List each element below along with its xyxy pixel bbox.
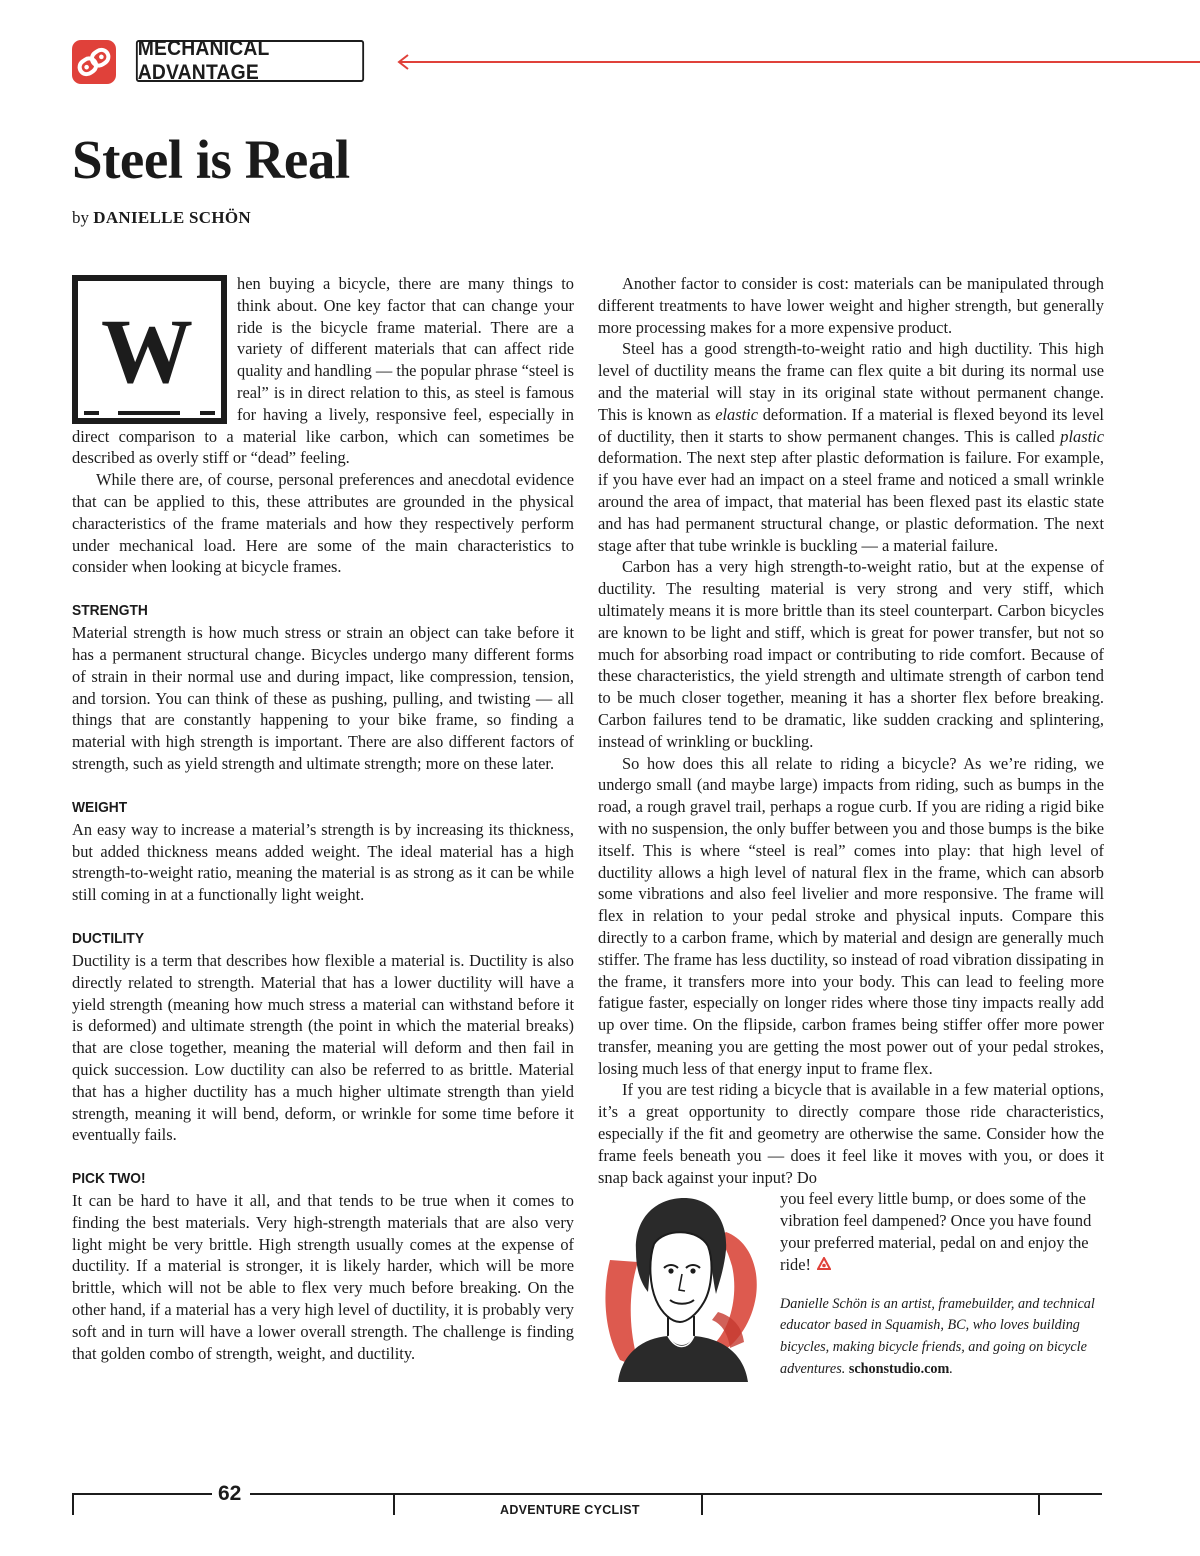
ductility-heading: DUCTILITY [72,929,145,947]
author-portrait [598,1192,780,1382]
section-label: MECHANICAL ADVANTAGE [136,40,364,82]
cost-paragraph: Another factor to consider is cost: materials can be manipulated through different treatments to have lower weight and higher strength, but generally more processing makes for a more expensive product. [598,274,1104,337]
strength-heading: STRENGTH [72,602,148,620]
bike-chain-icon [72,40,116,84]
carbon-paragraph: Carbon has a very high strength-to-weight ratio, but at the expense of ductility. The resulting material is very strong and very stiff, which ultimately means it is more brittle than its steel counterpart. Carbon bicycles are known to be light and stiff, which is great for power transfer, but not so much for absorbing road impact or contributing to ride comfort. Because of these characteristics, the yield strength and ultimate strength of carbon tend to be much closer together, meaning it has a shorter flex before breaking. Carbon failures tend to be dramatic, like sudden cracking and splintering, instead of wrinkling or buckling. [598,557,1104,751]
footer-rule-right [250,1493,1102,1495]
pick-two-paragraph: It can be hard to have it all, and that tends to be true when it comes to finding the best materials. Very high-strength materials that are also very light might be very brittle. High strength usually comes at the expense of ductility. If a material is stronger, it is likely harder, which will be more brittle, which will not be able to flex very much before breaking. On the other hand, if a material has a very high level of ductility, it is probably very soft and in turn will have a lower overall strength. The challenge is finding that golden combo of strength, weight, and ductility. [72,1191,574,1363]
article-title: Steel is Real [72,129,350,190]
author-portrait-illustration [598,1192,780,1382]
test-ride-paragraph-start: If you are test riding a bicycle that is available in a few material options, it’s a great opportunity to directly compare those ride characteristics, especially if the fit and geometry are otherwise the same. Consider how the frame feels beneath you — does it feel like it moves with you, or does it snap back against your input? Do [598,1080,1104,1187]
strength-paragraph: Material strength is how much stress or strain an object can take before it has a permanent structural change. Bicycles undergo many different forms of strain in their normal use and during impact, like compression, tension, and torsion. You can think of these as pushing, pulling, and twisting — all things that are constantly happening to your bike frame, so finding a material with high strength is important. There are also different factors of strength, such as yield strength and ultimate strength; more on these later. [72,623,574,773]
page-number: 62 [218,1482,242,1505]
footer-rule-left [72,1493,212,1495]
intro-paragraph-1: hen buying a bicycle, there are many things to think about. One key factor that can change your ride is the bicycle frame material. There are a variety of different materials that can affect ride quality and handling — the popular phrase “steel is real” is in direct relation to this, as steel is famous for having a lively, responsive feel, especially in direct comparison to a material like carbon, which can sometimes be described as overly stiff or “dead” feeling. [72,274,574,468]
weight-paragraph: An easy way to increase a material’s strength is by increasing its thickness, but added thickness means added weight. The ideal material has a high strength-to-weight ratio, meaning the material is as strong as it can be while still coming in at a functionally light weight. [72,819,574,905]
ductility-paragraph: Ductility is a term that describes how flexible a material is. Ductility is also directly related to strength. Material that has a lower ductility will have a yield strength (meaning how much stress a material can withstand before it is deformed) and ultimate strength (the point in which the material breaks) that are close together, meaning the material will deform and then fail in quick succession. Low ductility can also be referred to as brittle. Material that has a higher ductility has a much higher ultimate strength than yield strength, meaning it will bend, deform, or wrinkle for some time before it eventually fails. [72,950,574,1145]
test-ride-paragraph-end: you feel every little bump, or does some of the vibration feel dampened? Once you have found your preferred material, pedal on and enjoy the ride! [780,1189,1092,1274]
left-column [72,273,574,1364]
footer-tick [393,1493,395,1515]
steel-paragraph: Steel has a good strength-to-weight ratio and high ductility. This high level of ductility means the frame can flex quite a bit during its normal use and the material will stay in its original state without permanent change. This is known as elastic deformation. If a material is flexed beyond its level of ductility, then it starts to show permanent changes. This is called plastic deformation. The next step after plastic deformation is failure. For example, if you have ever had an impact on a steel frame and noticed a small wrinkle around the area of impact, that material has been flexed past its elastic state and has had permanent structural change, or plastic deformation. The next stage after that tube wrinkle is buckling — a material failure. [598,339,1104,555]
author-bio: Danielle Schön is an artist, framebuilder, and technical educator based in Squamish, BC, who loves building bicycles, making bicycle friends, and going on bicycle adventures. schonstudio.com. [780,1295,1095,1378]
drop-cap [72,275,230,425]
byline-prefix: by [72,208,89,227]
right-column [598,273,1104,1382]
pick-two-heading: PICK TWO! [72,1170,146,1188]
author-name: DANIELLE SCHÖN [93,208,251,227]
drop-cap-letter: W [101,300,193,402]
byline [72,208,251,228]
header-arrow-rule [394,52,1200,72]
footer-tick [72,1493,74,1515]
magazine-name: ADVENTURE CYCLIST [500,1503,640,1517]
section-badge [72,40,116,84]
weight-heading: WEIGHT [72,798,128,816]
riding-paragraph: So how does this all relate to riding a bicycle? As we’re riding, we undergo small (and maybe large) impacts from riding, such as bumps in the road, a rough gravel trail, perhaps a rogue curb. If you are riding a rigid bike with no suspension, the only buffer between you and those bumps is the bike itself. This is where “steel is real” comes into play: that high level of ductility allows a high level of natural flex in the frame, which can absorb some vibrations and also feel livelier and more responsive. The frame will flex in relation to your pedal stroke and physical inputs. Compare this directly to a carbon frame, which by material and design are generally much stiffer. The frame has less ductility, so instead of road vibration dissipating in the frame, it transfers more into your body. This can lead to feeling more fatigue faster, especially on longer rides where those tiny impacts really add up over time. On the flipside, carbon frames being stiffer offer more power transfer, meaning you are getting the most power out of your pedal strokes, losing much less of that energy input to frame flex. [598,753,1104,1078]
footer-tick [701,1493,703,1515]
author-website-link[interactable]: schonstudio.com [848,1361,950,1378]
footer-tick [1038,1493,1040,1515]
end-mark-icon [817,1257,831,1271]
intro-paragraph-2: While there are, of course, personal preferences and anecdotal evidence that can be applied to this, these attributes are grounded in the physical characteristics of the frame materials and how they respectively perform under mechanical load. Here are some of the main characteristics to consider when looking at bicycle frames. [72,470,574,577]
